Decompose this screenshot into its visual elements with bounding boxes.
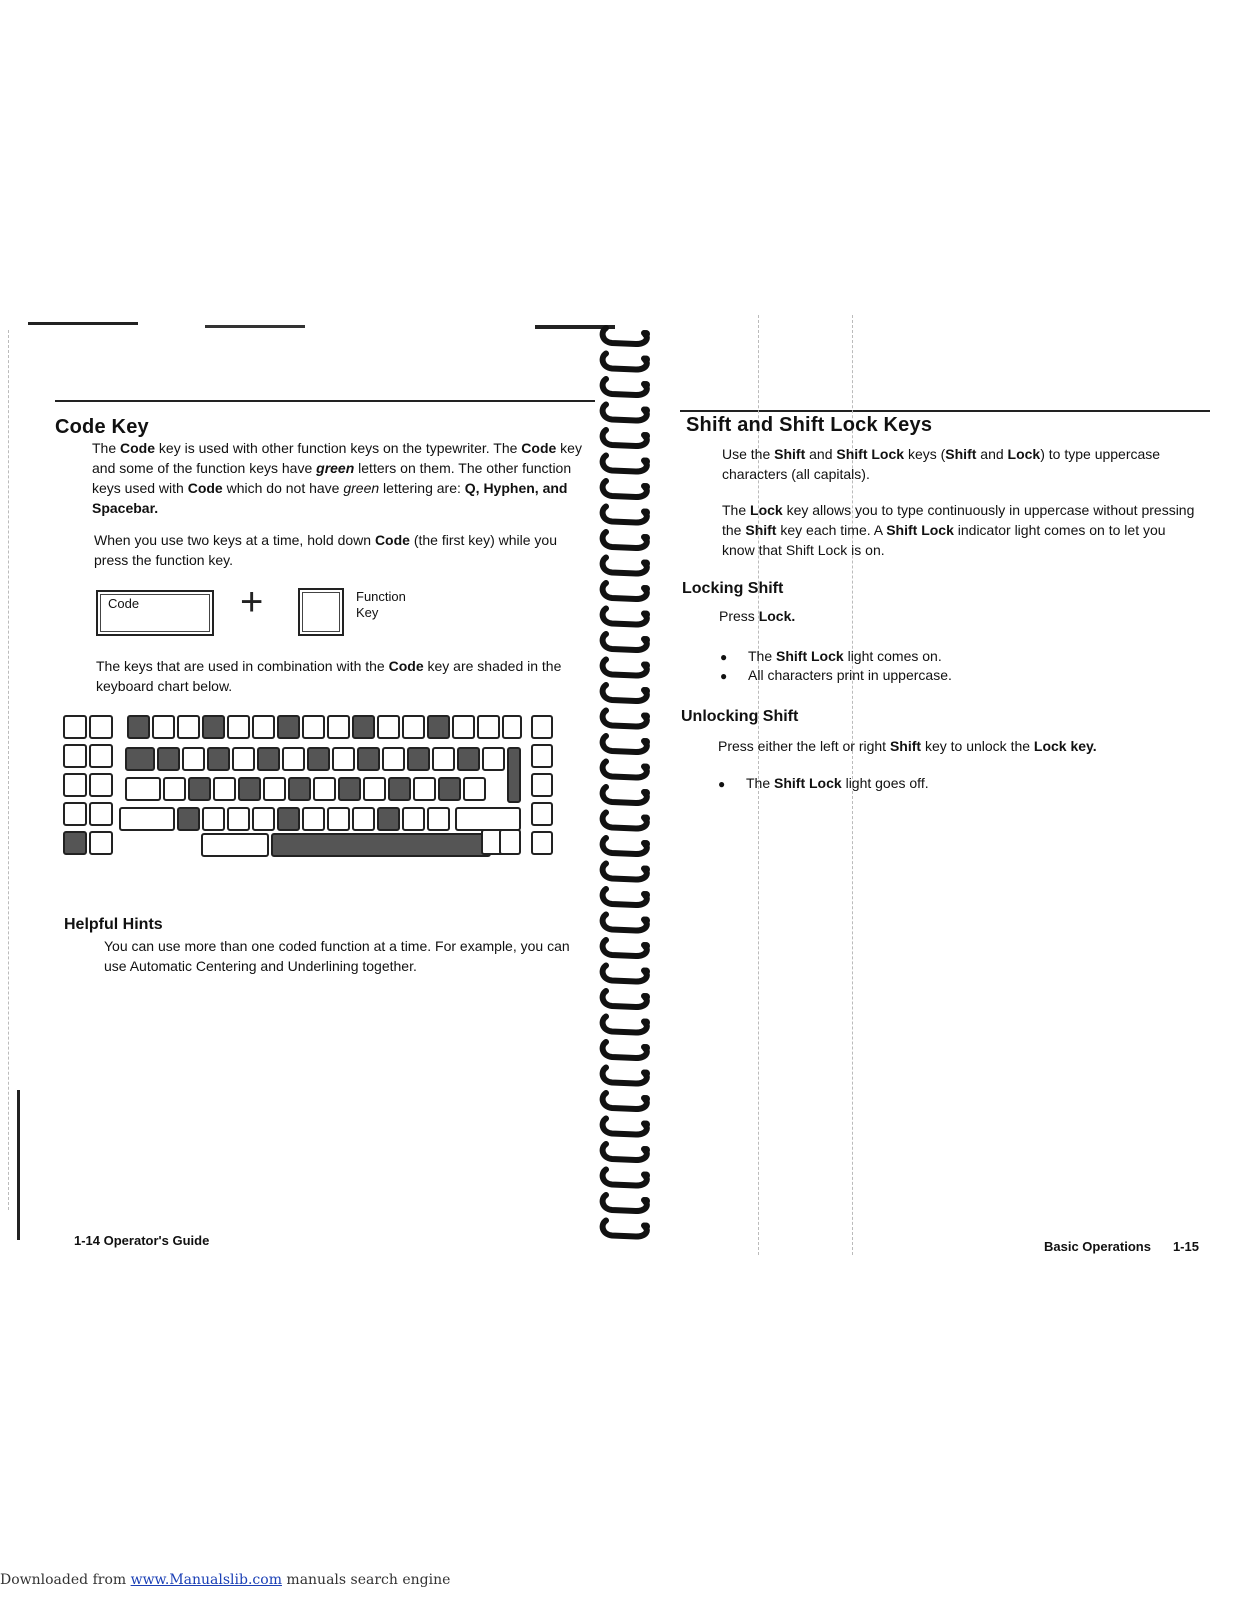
spiral-ring-hole [642,815,650,823]
keyboard-key [90,716,112,738]
spiral-ring [603,1042,647,1058]
keyboard-key [253,716,274,738]
section-rule-left [55,400,595,402]
spiral-ring-hole [642,1223,650,1231]
shift-keys-heading: Shift and Shift Lock Keys [686,414,933,436]
spiral-ring-hole [642,1095,650,1103]
spiral-ring [603,736,647,752]
keyboard-key [126,748,154,770]
spiral-ring-hole [642,662,650,670]
spiral-ring-hole [642,458,650,466]
spiral-ring-hole [642,1070,650,1078]
spiral-ring [603,813,647,829]
spiral-ring [603,762,647,778]
spiral-ring [603,430,647,446]
keyboard-key [532,716,552,738]
spiral-ring-hole [642,713,650,721]
spiral-ring-hole [642,1146,650,1154]
hold-instructions: When you use two keys at a time, hold down Code (the first key) while you press the function key. [94,532,557,568]
download-bar: Downloaded from www.Manualslib.com manuals search engine [0,1572,451,1588]
shift-keys-p2: The Lock key allows you to type continuously in uppercase without pressing the Shift key each time. A Shift Lock indicator light comes on to let you know that Shift Lock is on. [722,502,1195,558]
spiral-ring-hole [642,611,650,619]
keyboard-key [164,778,185,800]
keyboard-key [439,778,460,800]
function-key-label: Function Key [356,589,406,620]
code-key-intro: The Code key is used with other function keys on the typewriter. The Code key and some of the function keys have green letters on them. The other function keys used with Code which do not have green lettering are: Q, Hyphen, and Spacebar. [92,440,582,516]
code-key-heading: Code Key [55,416,149,438]
code-key-label: Code [108,596,140,611]
keyboard-key [303,808,324,830]
keyboard-key [64,803,86,825]
keyboard-key [178,716,199,738]
keyboard-key [378,808,399,830]
keyboard-key [90,803,112,825]
code-key-diagram [96,590,214,636]
scan-line [8,330,9,1210]
keyboard-key [90,745,112,767]
keyboard-key [428,716,449,738]
helpful-hints-heading: Helpful Hints [64,916,163,933]
keyboard-key [233,748,254,770]
keyboard-key [532,832,552,854]
spiral-ring-hole [642,764,650,772]
keyboard-key [278,716,299,738]
keyboard-key [353,808,374,830]
keyboard-key [383,748,404,770]
keyboard-key [90,774,112,796]
spiral-ring-hole [642,330,650,338]
spiral-ring-hole [642,891,650,899]
keyboard-key [178,808,199,830]
spiral-ring [603,583,647,599]
keyboard-key [433,748,454,770]
locking-bullet-1: ● The Shift Lock light comes on. [720,648,942,664]
keyboard-key [378,716,399,738]
keyboard-key [289,778,310,800]
locking-shift-heading: Locking Shift [682,580,784,597]
keyboard-key [314,778,335,800]
keyboard-key [358,748,379,770]
spiral-ring-hole [642,968,650,976]
spiral-ring-hole [642,1019,650,1027]
spiral-ring [603,685,647,701]
spiral-binding [596,322,666,1252]
keyboard-key [278,808,299,830]
spiral-ring [603,328,647,344]
spiral-ring [603,1017,647,1033]
keyboard-key [158,748,179,770]
spiral-ring-hole [642,534,650,542]
keyboard-key [90,832,112,854]
keyboard-key [532,745,552,767]
keyboard-key [389,778,410,800]
keyboard-key [403,716,424,738]
keyboard-key [458,748,479,770]
spiral-ring [603,456,647,472]
spiral-ring [603,507,647,523]
right-footer: Basic Operations 1-15 [1044,1239,1199,1254]
keyboard-key [532,803,552,825]
keyboard-key [403,808,424,830]
left-edge-bar [17,1090,20,1240]
spiral-ring [603,481,647,497]
spiral-ring [603,864,647,880]
spiral-ring-hole [642,509,650,517]
spiral-ring-hole [642,1044,650,1052]
section-rule-right [680,410,1210,412]
keyboard-key [258,748,279,770]
spiral-ring [603,379,647,395]
spiral-ring-hole [642,1172,650,1180]
spiral-ring [603,1221,647,1237]
spiral-ring [603,966,647,982]
keyboard-key [183,748,204,770]
locking-bullet-2: ● All characters print in uppercase. [720,667,952,683]
spiral-ring-hole [642,356,650,364]
spiral-ring [603,838,647,854]
spiral-ring [603,1170,647,1186]
spiral-ring-hole [642,866,650,874]
spiral-ring-hole [642,789,650,797]
spiral-ring-hole [642,560,650,568]
keyboard-key [456,808,520,830]
keyboard-key [126,778,160,800]
keyboard-key [253,808,274,830]
unlocking-bullet-1: ● The Shift Lock light goes off. [718,775,929,791]
spiral-ring [603,532,647,548]
keyboard-key [500,830,520,854]
spiral-ring [603,940,647,956]
keyboard-key [364,778,385,800]
keyboard-key [203,808,224,830]
spiral-ring-hole [642,407,650,415]
keyboard-key [64,774,86,796]
keyboard-key [353,716,374,738]
keyboard-key [64,745,86,767]
manualslib-link[interactable]: www.Manualslib.com [130,1572,282,1588]
spiral-ring-hole [642,483,650,491]
spiral-ring [603,354,647,370]
keyboard-key [214,778,235,800]
keyboard-key [228,808,249,830]
spiral-ring [603,1195,647,1211]
spiral-ring [603,660,647,676]
spiral-ring [603,405,647,421]
keyboard-key [272,834,490,856]
spiral-ring-hole [642,687,650,695]
spiral-ring [603,558,647,574]
spiral-ring [603,1119,647,1135]
keyboard-key [328,716,349,738]
locking-shift-press: Press Lock. [719,608,796,624]
unlocking-shift-heading: Unlocking Shift [681,708,799,725]
keyboard-key [208,748,229,770]
spiral-ring [603,1144,647,1160]
keyboard-key [203,716,224,738]
function-key-diagram [298,588,344,636]
keyboard-key [153,716,174,738]
spiral-ring-hole [642,738,650,746]
keyboard-key [414,778,435,800]
keyboard-key [464,778,485,800]
keyboard-key [503,716,521,738]
top-rule-left-mark [205,325,305,328]
spiral-ring-hole [642,840,650,848]
spiral-ring-hole [642,942,650,950]
keyboard-key [308,748,329,770]
keyboard-chart [60,712,560,862]
spiral-ring [603,991,647,1007]
keyboard-key [128,716,149,738]
spiral-ring-hole [642,432,650,440]
spiral-ring-hole [642,585,650,593]
keyboard-key [333,748,354,770]
spiral-ring [603,609,647,625]
spiral-ring-hole [642,1121,650,1129]
keyboard-key [64,832,86,854]
spiral-ring-hole [642,1197,650,1205]
unlocking-shift-text: Press either the left or right Shift key to unlock the Lock key. [718,738,1097,754]
spiral-ring [603,711,647,727]
keyboard-key [408,748,429,770]
spiral-ring [603,1068,647,1084]
keyboard-key [508,748,520,802]
keyboard-key [239,778,260,800]
keyboard-key [202,834,268,856]
keyboard-key [189,778,210,800]
keyboard-key [478,716,499,738]
keyboard-key [228,716,249,738]
keyboard-key [120,808,174,830]
spiral-ring-hole [642,381,650,389]
keyboard-key [428,808,449,830]
spiral-ring-hole [642,993,650,1001]
spiral-ring [603,889,647,905]
spiral-ring-hole [642,917,650,925]
keyboard-key [339,778,360,800]
spiral-ring [603,1093,647,1109]
helpful-hints-text: You can use more than one coded function at a time. For example, you can use Automatic Centering and Underlining together. [104,938,570,974]
left-footer: 1-14 Operator's Guide [74,1233,210,1248]
keyboard-key [264,778,285,800]
keyboard-key [283,748,304,770]
keyboard-key [532,774,552,796]
spiral-ring [603,915,647,931]
shaded-keys-text: The keys that are used in combination with the Code key are shaded in the keyboard chart below. [96,658,562,694]
spiral-ring [603,787,647,803]
spiral-ring [603,634,647,650]
keyboard-key [483,748,504,770]
top-rule-left [28,322,138,325]
plus-sign: + [240,580,264,624]
keyboard-key [303,716,324,738]
keyboard-key [453,716,474,738]
keyboard-key [64,716,86,738]
shift-keys-p1: Use the Shift and Shift Lock keys (Shift and Lock) to type uppercase characters (all capitals). [722,446,1161,482]
spiral-ring-hole [642,636,650,644]
keyboard-key [328,808,349,830]
